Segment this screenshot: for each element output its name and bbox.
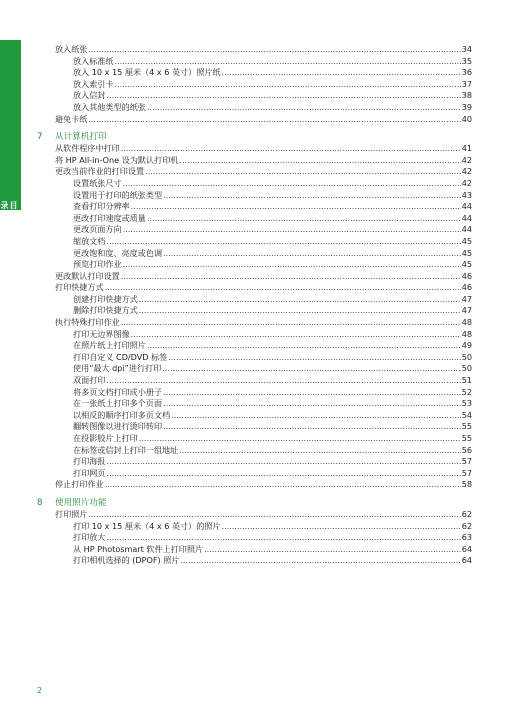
toc-entry[interactable] — [55, 352, 472, 364]
dot-leader — [163, 387, 461, 399]
dot-leader — [121, 271, 461, 283]
toc-entry[interactable] — [55, 456, 472, 468]
toc-entry-page: 48 — [461, 317, 472, 328]
toc-entry[interactable] — [55, 190, 472, 202]
toc-entry-title: 放入索引卡 — [73, 78, 114, 89]
toc-entry[interactable] — [55, 236, 472, 248]
dot-leader — [121, 143, 461, 155]
toc-entry-page: 47 — [461, 293, 472, 304]
toc-entry[interactable] — [55, 114, 472, 126]
toc-entry[interactable] — [55, 102, 472, 114]
toc-entry-page: 45 — [461, 247, 472, 258]
toc-entry-page: 64 — [461, 555, 472, 566]
toc-entry-page: 34 — [461, 44, 472, 54]
dot-leader — [114, 56, 460, 68]
toc-entry[interactable] — [55, 178, 472, 190]
table-of-contents — [37, 44, 472, 567]
toc-entry[interactable] — [55, 509, 472, 521]
dot-leader — [147, 102, 461, 114]
dot-leader — [180, 555, 460, 567]
toc-entry-title: 以相反的顺序打印多页文档 — [73, 409, 171, 420]
toc-entry-title: 更改默认打印设置 — [55, 270, 120, 281]
toc-entry-title: 从软件程序中打印 — [55, 143, 120, 154]
toc-entry[interactable] — [55, 479, 472, 491]
chapter-heading[interactable] — [37, 497, 472, 509]
chapter-heading[interactable] — [37, 131, 472, 143]
toc-entry[interactable] — [55, 375, 472, 387]
toc-entry-page: 47 — [461, 305, 472, 316]
toc-entry-page: 63 — [461, 532, 472, 543]
dot-leader — [145, 166, 461, 178]
chapter-title: 从计算机打印 — [55, 132, 107, 143]
toc-entry-title: 打印海报 — [73, 456, 106, 467]
toc-entry-title: 更改页面方向 — [73, 224, 122, 235]
toc-entry-page: 42 — [461, 154, 472, 165]
chapter-number: 8 — [37, 497, 43, 508]
toc-entry[interactable] — [55, 363, 472, 375]
toc-entry[interactable] — [55, 468, 472, 480]
toc-entry-page: 40 — [461, 113, 472, 124]
toc-entry[interactable] — [55, 387, 472, 399]
toc-entry-title: 打印无边界图像 — [73, 328, 130, 339]
toc-entry[interactable] — [55, 224, 472, 236]
toc-entry-page: 45 — [461, 235, 472, 246]
dot-leader — [88, 44, 460, 56]
toc-entry-title: 创建打印快捷方式 — [73, 293, 138, 304]
toc-entry-page: 57 — [461, 467, 472, 478]
toc-entry-page: 62 — [461, 508, 472, 519]
toc-entry-title: 放入 10 x 15 厘米（4 x 6 英寸）照片纸 — [73, 67, 221, 78]
toc-entry[interactable] — [55, 294, 472, 306]
toc-entry-title: 设置纸张尺寸 — [73, 177, 122, 188]
toc-entry[interactable] — [55, 67, 472, 79]
toc-entry-page: 35 — [461, 55, 472, 66]
toc-entry[interactable] — [55, 421, 472, 433]
dot-leader — [114, 79, 460, 91]
toc-entry-page: 46 — [461, 282, 472, 293]
dot-leader — [163, 190, 461, 202]
chapter-title: 使用照片功能 — [55, 497, 107, 508]
toc-entry[interactable] — [55, 213, 472, 225]
toc-entry-title: 打印网页 — [73, 467, 106, 478]
toc-entry-title: 设置用于打印的纸张类型 — [73, 189, 163, 200]
chapter-number: 7 — [37, 132, 43, 143]
toc-entry[interactable] — [55, 166, 472, 178]
toc-entry-title: 从 HP Photosmart 软件上打印照片 — [73, 543, 204, 554]
toc-entry-page: 44 — [461, 201, 472, 212]
toc-entry-page: 38 — [461, 90, 472, 101]
toc-entry-page: 50 — [461, 351, 472, 362]
dot-leader — [123, 224, 461, 236]
toc-entry-page: 55 — [461, 421, 472, 432]
toc-entry[interactable] — [55, 201, 472, 213]
toc-entry-page: 64 — [461, 543, 472, 554]
toc-entry[interactable] — [55, 143, 472, 155]
toc-entry[interactable] — [55, 44, 472, 56]
dot-leader — [106, 532, 460, 544]
toc-entry-title: 放入其他类型的纸张 — [73, 101, 146, 112]
dot-leader — [139, 294, 461, 306]
toc-entry-page: 44 — [461, 224, 472, 235]
dot-leader — [163, 248, 461, 260]
toc-entry[interactable] — [55, 259, 472, 271]
toc-entry-title: 打印快捷方式 — [55, 282, 104, 293]
toc-entry-title: 更改当前作业的打印设置 — [55, 166, 145, 177]
toc-entry[interactable] — [55, 155, 472, 167]
toc-entry[interactable] — [55, 433, 472, 445]
toc-entry[interactable] — [55, 555, 472, 567]
side-tab-label: 目录 — [0, 201, 18, 209]
dot-leader — [123, 259, 461, 271]
dot-leader — [88, 114, 460, 126]
toc-entry-title: 翻转图像以进行烫印转印 — [73, 421, 163, 432]
toc-entry[interactable] — [55, 544, 472, 556]
toc-entry-title: 将 HP All-in-One 设为默认打印机 — [55, 154, 179, 165]
toc-entry-page: 52 — [461, 386, 472, 397]
toc-entry-title: 放入纸张 — [55, 44, 88, 54]
toc-entry-title: 避免卡纸 — [55, 113, 88, 124]
toc-entry[interactable] — [55, 90, 472, 102]
toc-entry-title: 打印 10 x 15 厘米（4 x 6 英寸）的照片 — [73, 520, 221, 531]
dot-leader — [168, 352, 460, 364]
toc-entry-title: 打印相机选择的 (DPOF) 照片 — [73, 555, 180, 566]
dot-leader — [139, 433, 461, 445]
toc-entry-title: 使用“最大 dpi”进行打印 — [73, 363, 162, 374]
toc-entry-page: 57 — [461, 456, 472, 467]
toc-entry-title: 停止打印作业 — [55, 479, 104, 490]
toc-entry-title: 删除打印快捷方式 — [73, 305, 138, 316]
dot-leader — [105, 479, 461, 491]
dot-leader — [121, 317, 461, 329]
dot-leader — [131, 329, 461, 341]
toc-entry-title: 打印自定义 CD/DVD 标签 — [73, 351, 168, 362]
dot-leader — [123, 178, 461, 190]
toc-entry-page: 62 — [461, 520, 472, 531]
toc-entry-page: 37 — [461, 78, 472, 89]
toc-entry-title: 在照片纸上打印照片 — [73, 340, 146, 351]
toc-entry[interactable] — [55, 521, 472, 533]
toc-entry-page: 44 — [461, 212, 472, 223]
toc-entry[interactable] — [55, 340, 472, 352]
toc-entry-title: 执行特殊打印作业 — [55, 317, 120, 328]
page-number: 2 — [37, 686, 43, 695]
dot-leader — [139, 305, 461, 317]
toc-entry-title: 在标签或信封上打印一组地址 — [73, 444, 179, 455]
dot-leader — [106, 90, 460, 102]
toc-entry-page: 53 — [461, 398, 472, 409]
toc-entry-page: 43 — [461, 189, 472, 200]
toc-entry-title: 在一张纸上打印多个页面 — [73, 398, 163, 409]
dot-leader — [222, 521, 461, 533]
toc-entry-page: 49 — [461, 340, 472, 351]
toc-entry-title: 放入信封 — [73, 90, 106, 101]
toc-entry-page: 48 — [461, 328, 472, 339]
toc-entry[interactable] — [55, 410, 472, 422]
toc-entry-page: 46 — [461, 270, 472, 281]
toc-entry[interactable] — [55, 271, 472, 283]
dot-leader — [162, 363, 460, 375]
toc-entry[interactable] — [55, 248, 472, 260]
toc-entry-page: 45 — [461, 259, 472, 270]
dot-leader — [179, 155, 460, 167]
dot-leader — [204, 544, 461, 556]
toc-entry[interactable] — [55, 445, 472, 457]
dot-leader — [222, 67, 461, 79]
toc-entry-page: 50 — [461, 363, 472, 374]
toc-entry-title: 更改打印速度或质量 — [73, 212, 146, 223]
dot-leader — [179, 445, 460, 457]
dot-leader — [147, 340, 461, 352]
toc-entry-title: 查看打印分辨率 — [73, 201, 130, 212]
toc-entry-title: 缩放文档 — [73, 235, 106, 246]
dot-leader — [106, 375, 460, 387]
toc-entry-page: 58 — [461, 479, 472, 490]
toc-entry-page: 39 — [461, 101, 472, 112]
toc-entry-title: 将多页文档打印成小册子 — [73, 386, 163, 397]
dot-leader — [106, 236, 460, 248]
toc-entry[interactable] — [55, 56, 472, 68]
toc-entry[interactable] — [55, 329, 472, 341]
dot-leader — [171, 410, 461, 422]
toc-entry-page: 42 — [461, 177, 472, 188]
dot-leader — [106, 456, 460, 468]
side-tab — [0, 40, 21, 210]
toc-entry-page: 41 — [461, 143, 472, 154]
toc-entry[interactable] — [55, 305, 472, 317]
dot-leader — [106, 468, 460, 480]
toc-entry-page: 51 — [461, 375, 472, 386]
toc-entry-title: 放入标准纸 — [73, 55, 114, 66]
toc-entry-title: 打印照片 — [55, 508, 88, 519]
toc-entry-title: 更改饱和度、亮度或色调 — [73, 247, 163, 258]
toc-entry-page: 36 — [461, 67, 472, 78]
toc-entry-page: 56 — [461, 444, 472, 455]
dot-leader — [163, 398, 461, 410]
toc-entry-title: 预览打印作业 — [73, 259, 122, 270]
dot-leader — [88, 509, 460, 521]
dot-leader — [163, 421, 461, 433]
toc-entry[interactable] — [55, 532, 472, 544]
dot-leader — [147, 213, 461, 225]
dot-leader — [105, 282, 461, 294]
toc-entry[interactable] — [55, 282, 472, 294]
toc-entry[interactable] — [55, 79, 472, 91]
toc-entry[interactable] — [55, 317, 472, 329]
dot-leader — [131, 201, 461, 213]
toc-entry[interactable] — [55, 398, 472, 410]
toc-entry-page: 54 — [461, 409, 472, 420]
toc-entry-title: 在投影胶片上打印 — [73, 433, 138, 443]
toc-entry-page: 55 — [461, 433, 472, 443]
toc-entry-page: 42 — [461, 166, 472, 177]
toc-entry-title: 双面打印 — [73, 375, 106, 386]
toc-entry-title: 打印放大 — [73, 532, 106, 543]
